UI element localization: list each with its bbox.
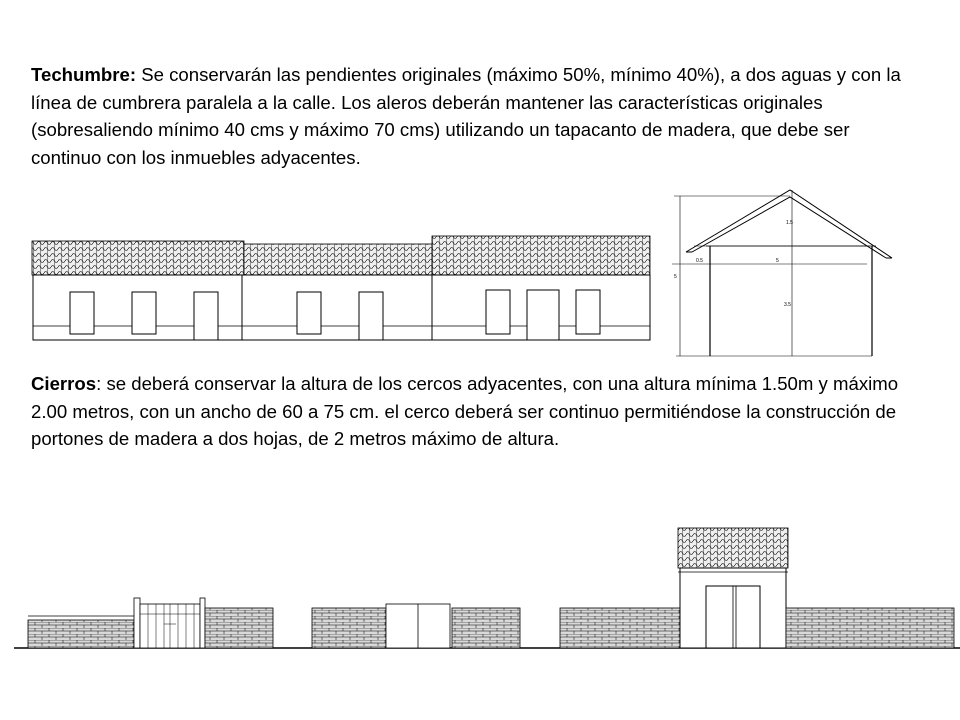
fence-wall-2	[205, 608, 273, 648]
dim-half-width: 5	[776, 258, 779, 264]
techumbre-text: Se conservarán las pendientes originales (máximo 50%, mínimo 40%), a dos aguas y con la línea de cumbrera paralela a la calle. Los aleros deberán mantener las características originales (sobresaliendo mínimo 40 cms y máximo 70 cms) utilizando un tapacanto de madera, que debe ser continuo con los inmuebles adyacentes.	[31, 64, 901, 168]
dim-ridge-height: 1.5	[786, 220, 793, 226]
portal-roof-tiles	[678, 528, 788, 568]
fence-wall-1	[28, 620, 134, 648]
cierros-text: : se deberá conservar la altura de los cercos adyacentes, con una altura mínima 1.50m y máximo 2.00 metros, con un ancho de 60 a 75 cm. el cerco deberá ser continuo permitiéndose la construcción de portones de madera a dos hojas, de 2 metros máximo de altura.	[31, 373, 899, 449]
fence-wall-6	[786, 608, 954, 648]
cierros-label: Cierros	[31, 373, 97, 394]
facade-elevation-drawing	[30, 234, 652, 346]
roof-section-drawing	[672, 188, 894, 360]
roof-tiles-house-1	[32, 241, 244, 275]
techumbre-label: Techumbre:	[31, 64, 137, 85]
fence-wall-4	[452, 608, 520, 648]
fence-wall-5	[560, 608, 680, 648]
roof-tiles-house-2	[244, 244, 432, 275]
fence-wall-3	[312, 608, 386, 648]
dim-total-height: 5	[674, 274, 677, 280]
dim-eave: 0.5	[696, 258, 703, 264]
dim-wall-height: 3.5	[784, 302, 791, 308]
roof-tiles-house-3	[432, 236, 650, 275]
cierros-paragraph	[31, 370, 911, 453]
fences-elevation-drawing	[14, 520, 960, 650]
techumbre-paragraph	[31, 61, 911, 171]
